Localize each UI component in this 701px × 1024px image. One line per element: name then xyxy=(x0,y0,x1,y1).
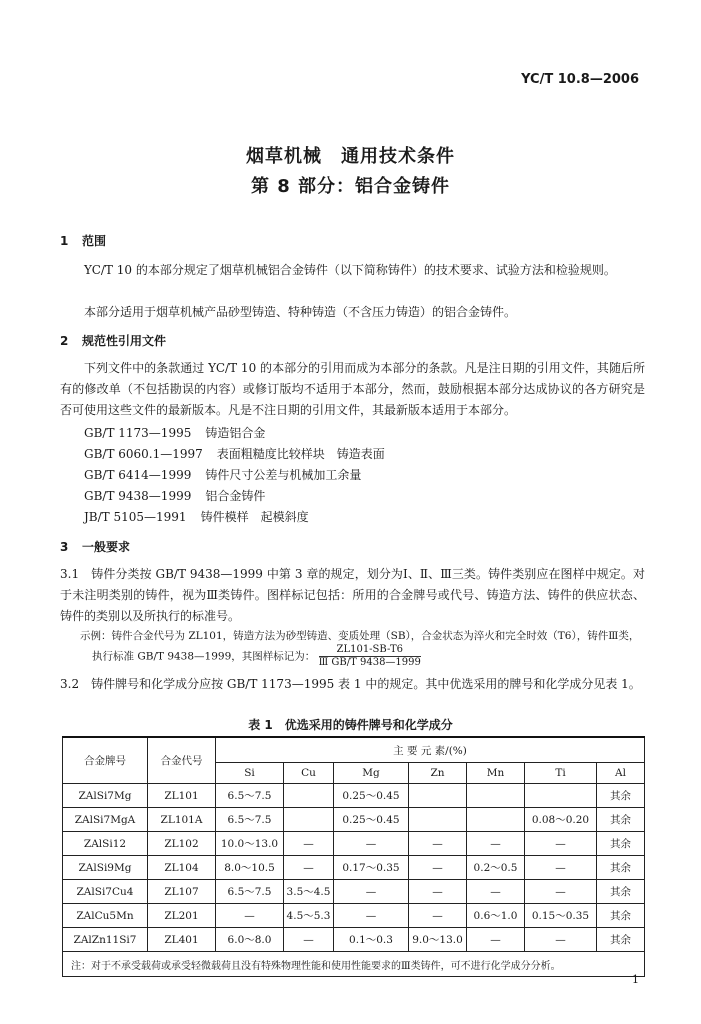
table-cell: 其余 xyxy=(597,808,645,832)
table-cell xyxy=(284,808,334,832)
table-cell: ZL107 xyxy=(148,880,216,904)
header-grade: 合金牌号 xyxy=(63,737,148,784)
table-cell: 0.2～0.5 xyxy=(467,856,525,880)
table-cell: — xyxy=(284,928,334,952)
table-cell: ZL401 xyxy=(148,928,216,952)
table-cell: — xyxy=(409,880,467,904)
table-cell: ZAlZn11Si7 xyxy=(63,928,148,952)
table-cell: — xyxy=(525,856,597,880)
table-cell: — xyxy=(409,904,467,928)
table-row xyxy=(63,880,645,904)
table-cell: — xyxy=(467,928,525,952)
table-cell xyxy=(525,784,597,808)
table-row xyxy=(63,808,645,832)
table-cell: 4.5～5.3 xyxy=(284,904,334,928)
table-cell xyxy=(409,784,467,808)
section-1-heading xyxy=(60,232,106,249)
table-cell: 0.6～1.0 xyxy=(467,904,525,928)
clause-3-1: 3.1 铸件分类按 GB/T 9438—1999 中第 3 章的规定，划分为Ⅰ、Ⅱ、Ⅲ三类。铸件类别应在图样中规定。对于未注明类别的铸件，视为Ⅲ类铸件。图样标记包括：所用的合金牌号或代号、铸造方法、铸件的供应状态、铸件的类别以及所执行的标准号。 xyxy=(60,567,645,623)
table-cell: 其余 xyxy=(597,832,645,856)
table-row xyxy=(63,784,645,808)
drawing-mark-bottom: Ⅲ GB/T 9438—1999 xyxy=(318,657,421,668)
table-cell: 0.1～0.3 xyxy=(334,928,409,952)
drawing-mark xyxy=(319,644,421,669)
header-element: Ti xyxy=(525,763,597,784)
section-2-heading xyxy=(60,332,166,349)
reference-item: GB/T 9438—1999 铝合金铸件 xyxy=(84,489,266,503)
header-element: Mn xyxy=(467,763,525,784)
table-cell: 其余 xyxy=(597,856,645,880)
table-cell: — xyxy=(284,832,334,856)
table-cell: — xyxy=(409,856,467,880)
section-number: 3 xyxy=(60,540,69,554)
table-cell: 其余 xyxy=(597,904,645,928)
table-cell: 6.5～7.5 xyxy=(216,784,284,808)
table-cell: 0.25～0.45 xyxy=(334,784,409,808)
section-2-paragraph: 下列文件中的条款通过 YC/T 10 的本部分的引用而成为本部分的条款。凡是注日期的引用文件，其随后所有的修改单（不包括勘误的内容）或修订版均不适用于本部分，然而，鼓励根据本部分达成协议的各方研究是否可使用这些文件的最新版本。凡是不注日期的引用文件，其最新版本适用于本部分。 xyxy=(60,361,645,417)
header-element: Zn xyxy=(409,763,467,784)
table-cell: — xyxy=(525,832,597,856)
section-1-paragraph-2: 本部分适用于烟草机械产品砂型铸造、特种铸造（不含压力铸造）的铝合金铸件。 xyxy=(84,305,517,319)
table-cell: — xyxy=(467,832,525,856)
section-title: 范围 xyxy=(82,234,107,248)
table-row xyxy=(63,832,645,856)
reference-item: GB/T 6414—1999 铸件尺寸公差与机械加工余量 xyxy=(84,468,362,482)
table-cell xyxy=(467,784,525,808)
table-cell: 0.08～0.20 xyxy=(525,808,597,832)
table-cell: ZL201 xyxy=(148,904,216,928)
table-cell: — xyxy=(334,832,409,856)
table-cell: — xyxy=(334,880,409,904)
table-caption: 表 1 优选采用的铸件牌号和化学成分 xyxy=(248,718,453,732)
table-cell: ZL102 xyxy=(148,832,216,856)
section-number: 1 xyxy=(60,234,69,248)
table-cell: ZAlSi7MgA xyxy=(63,808,148,832)
section-number: 2 xyxy=(60,334,69,348)
table-cell: 3.5～4.5 xyxy=(284,880,334,904)
table-cell xyxy=(284,784,334,808)
table-cell: — xyxy=(216,904,284,928)
table-cell: — xyxy=(334,904,409,928)
table-cell: ZL104 xyxy=(148,856,216,880)
table-row xyxy=(63,904,645,928)
section-1-paragraph-1: YC/T 10 的本部分规定了烟草机械铝合金铸件（以下简称铸件）的技术要求、试验方法和检验规则。 xyxy=(84,263,616,277)
example-text: 执行标准 GB/T 9438—1999，其图样标记为： xyxy=(92,650,316,663)
table-cell: — xyxy=(525,880,597,904)
table-cell: — xyxy=(525,928,597,952)
example-line-1: 示例：铸件合金代号为 ZL101，铸造方法为砂型铸造、变质处理（SB），合金状态为淬火和完全时效（T6），铸件Ⅲ类， xyxy=(80,630,640,642)
table-cell: 其余 xyxy=(597,880,645,904)
clause-3-2: 3.2 铸件牌号和化学成分应按 GB/T 1173—1995 表 1 中的规定。其中优选采用的牌号和化学成分见表 1。 xyxy=(60,677,641,691)
reference-item: GB/T 1173—1995 铸造铝合金 xyxy=(84,426,266,440)
table-cell: 0.15～0.35 xyxy=(525,904,597,928)
header-element: Si xyxy=(216,763,284,784)
section-3-heading xyxy=(60,538,130,555)
table-cell: 10.0～13.0 xyxy=(216,832,284,856)
header-element: Mg xyxy=(334,763,409,784)
example-line-2 xyxy=(92,644,421,669)
table-cell: 0.25～0.45 xyxy=(334,808,409,832)
drawing-mark-top: ZL101-SB-T6 xyxy=(336,644,403,655)
section-title: 规范性引用文件 xyxy=(82,334,167,348)
table-cell xyxy=(409,808,467,832)
page-number: 1 xyxy=(632,973,639,986)
table-cell: ZL101A xyxy=(148,808,216,832)
table-cell: ZAlSi7Mg xyxy=(63,784,148,808)
table-cell: 6.0～8.0 xyxy=(216,928,284,952)
table-cell: — xyxy=(284,856,334,880)
header-code: 合金代号 xyxy=(148,737,216,784)
table-cell: 9.0～13.0 xyxy=(409,928,467,952)
table-cell: 8.0～10.5 xyxy=(216,856,284,880)
table-cell: ZL101 xyxy=(148,784,216,808)
document-subtitle: 第 8 部分：铝合金铸件 xyxy=(250,176,451,197)
standard-code: YC/T 10.8—2006 xyxy=(521,72,639,87)
header-main-elements: 主 要 元 素/(%) xyxy=(216,737,645,763)
header-element: Al xyxy=(597,763,645,784)
header-element: Cu xyxy=(284,763,334,784)
section-title: 一般要求 xyxy=(82,540,131,554)
table-cell: — xyxy=(467,880,525,904)
reference-item: JB/T 5105—1991 铸件模样 起模斜度 xyxy=(84,510,309,524)
reference-item: GB/T 6060.1—1997 表面粗糙度比较样块 铸造表面 xyxy=(84,447,385,461)
table-cell: 其余 xyxy=(597,928,645,952)
table-note: 注：对于不承受载荷或承受轻微载荷且没有特殊物理性能和使用性能要求的Ⅲ类铸件，可不进行化学成分分析。 xyxy=(63,952,645,977)
table-cell xyxy=(467,808,525,832)
table-cell: 6.5～7.5 xyxy=(216,880,284,904)
table-cell: 其余 xyxy=(597,784,645,808)
table-cell: ZAlSi12 xyxy=(63,832,148,856)
table-cell: ZAlCu5Mn xyxy=(63,904,148,928)
table-cell: 6.5～7.5 xyxy=(216,808,284,832)
table-row xyxy=(63,928,645,952)
table-cell: ZAlSi9Mg xyxy=(63,856,148,880)
composition-table xyxy=(62,736,645,977)
table-cell: 0.17～0.35 xyxy=(334,856,409,880)
table-row xyxy=(63,856,645,880)
document-title: 烟草机械 通用技术条件 xyxy=(246,146,455,167)
table-cell: ZAlSi7Cu4 xyxy=(63,880,148,904)
table-cell: — xyxy=(409,832,467,856)
